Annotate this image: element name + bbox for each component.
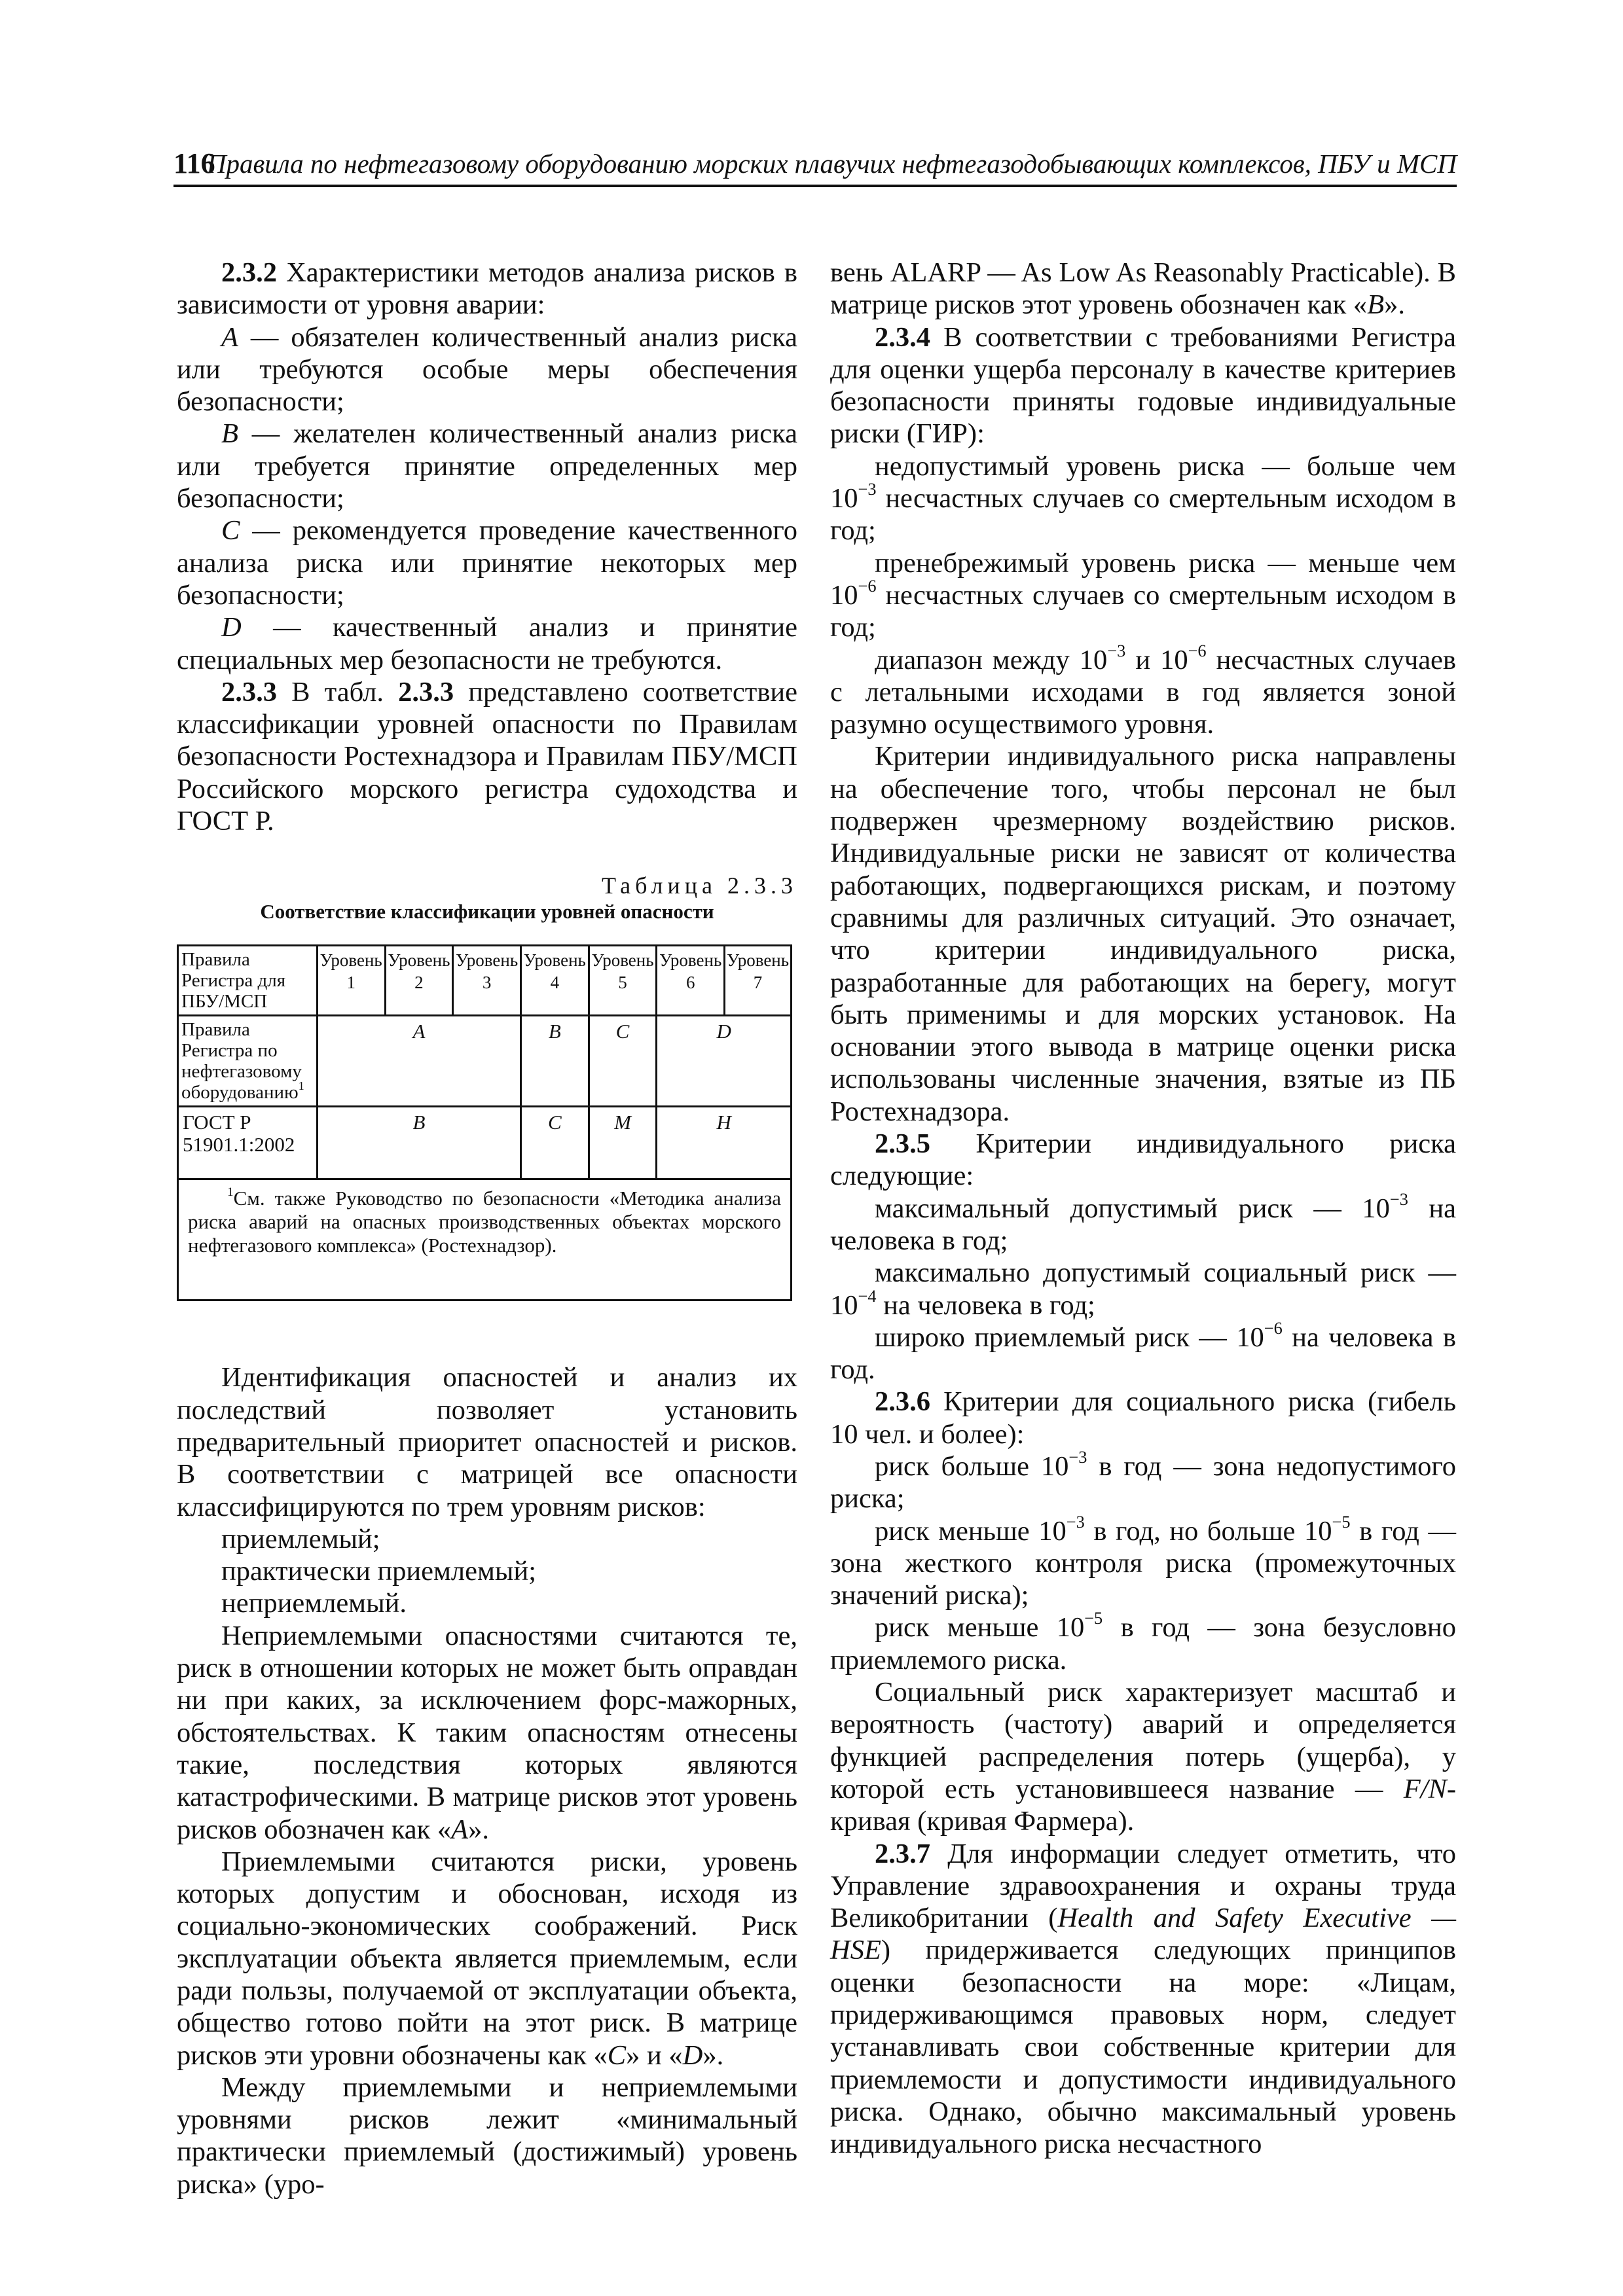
right-column xyxy=(830,257,1456,2161)
section-number: 2.3.2 xyxy=(221,257,277,288)
level-7-cell: Уровень 7 xyxy=(725,946,792,1016)
paragraph-2-3-5: 2.3.5 Критерии индивидуального риска следующие: xyxy=(830,1128,1456,1192)
list-item: практически приемлемый; xyxy=(221,1556,537,1587)
paragraph-2-3-6: 2.3.6 Критерии для социального риска (гибель 10 чел. и более): xyxy=(830,1386,1456,1450)
row-head-registry-pbu: Правила Регистра для ПБУ/МСП xyxy=(178,946,318,1016)
criterion-unacceptable: недопустимый уровень риска — больше чем $10^{-3}$ несчастных случаев со смертельным исходом в год; xyxy=(830,450,1456,547)
section-number: 2.3.5 xyxy=(875,1128,930,1160)
table-footnote: $^1$См. также Руководство по безопасности «Методика анализа риска аварий на опасных производственных объектах морского нефтегазового комплекса» (Ростехнадзор). xyxy=(178,1179,792,1300)
class-cell: H xyxy=(657,1107,792,1179)
social-criterion-3: риск меньше $10^{-5}$ в год — зона безусловно приемлемого риска. xyxy=(830,1609,1456,1676)
paragraph-2-3-2: 2.3.2 Характеристики методов анализа рисков в зависимости от уровня аварии: xyxy=(177,257,797,321)
class-cell: C xyxy=(589,1016,657,1107)
running-title: Правила по нефтегазовому оборудованию морских плавучих нефтегазодобывающих комплексов, ПБУ и МСП xyxy=(206,149,1457,179)
row-head-registry-oil-gas: Правила Регистра по нефтегазовому оборудованию$^1$ xyxy=(178,1016,318,1107)
hazard-classification-table xyxy=(177,944,792,1301)
paragraph-social-risk: Социальный риск характеризует масштаб и вероятность (частоту) аварий и определяется функцией распределения потерь (ущерба), у которой есть установившееся название — F/N-кривая (кривая Фармера). xyxy=(830,1677,1456,1837)
paragraph-identification: Идентификация опасностей и анализ их последствий позволяет установить предварительный приоритет опасностей и рисков. В соответствии с матрицей все опасности классифицируются по трем уровням рисков: xyxy=(177,1362,797,1522)
table-caption: Таблица 2.3.3 xyxy=(602,872,797,899)
class-cell: C xyxy=(520,1107,589,1179)
section-number: 2.3.6 xyxy=(875,1386,930,1418)
table-row xyxy=(178,946,792,1016)
criterion-broadly-acceptable: широко приемлемый риск — $10^{-6}$ на человека в год. xyxy=(830,1318,1456,1386)
table-row xyxy=(178,1016,792,1107)
level-1-cell: Уровень 1 xyxy=(317,946,385,1016)
section-number: 2.3.7 xyxy=(875,1838,930,1869)
paragraph-2-3-3: 2.3.3 В табл. 2.3.3 представлено соответствие классификации уровней опасности по Правилам безопасности Ростехнадзора и Правилам ПБУ/МСП Российского морского регистра судоходства и ГОСТ Р. xyxy=(177,676,798,837)
table-2-3-3 xyxy=(177,872,797,1301)
criterion-max-social-risk: максимально допустимый социальный риск — $10^{-4}$ на человека в год; xyxy=(830,1257,1456,1321)
list-item: приемлемый; xyxy=(221,1523,380,1554)
class-cell: D xyxy=(657,1016,792,1107)
section-number: 2.3.3 xyxy=(221,676,277,708)
paragraph-acceptable: Приемлемыми считаются риски, уровень которых допустим и обоснован, исходя из социально-экономических соображений. Риск эксплуатации объекта является приемлемым, если ради пользы, получаемой от эксплуатации объекта, общество готово пойти на этот риск. В матрице рисков эти уровни обозначены как «C» и «D». xyxy=(177,1846,797,2071)
list-item: неприемлемый. xyxy=(221,1588,407,1619)
table-row xyxy=(178,1107,792,1179)
left-column xyxy=(177,257,797,2200)
paragraph-2-3-4: 2.3.4 В соответствии с требованиями Регистра для оценки ущерба персоналу в качестве критериев безопасности приняты годовые индивидуальные риски (ГИР): xyxy=(830,321,1456,450)
level-4-cell: Уровень 4 xyxy=(520,946,589,1016)
level-5-cell: Уровень 5 xyxy=(589,946,657,1016)
section-number: 2.3.4 xyxy=(875,321,930,353)
paragraph-unacceptable: Неприемлемыми опасностями считаются те, риск в отношении которых не может быть оправдан ни при каких, за исключением форс-мажорных, обстоятельствах. К таким опасностям отнесены такие, последствия которых являются катастрофическими. В матрице рисков этот уровень рисков обозначен как «A». xyxy=(177,1620,797,1845)
class-cell: A xyxy=(317,1016,520,1107)
level-a-item: A — обязателен количественный анализ риска или требуются особые меры обеспечения безопасности; xyxy=(177,321,797,418)
class-cell: B xyxy=(520,1016,589,1107)
paragraph-2-3-7: 2.3.7 Для информации следует отметить, что Управление здравоохранения и охраны труда Великобритании (Health and Safety Executive — HSE) придерживается следующих принципов оценки безопасности на море: «Лицам, придерживающимся правовых норм, следует устанавливать свои собственные критерии для приемлемости и допустимости индивидуального риска. Однако, обычно максимальный уровень индивидуального риска несчастного xyxy=(830,1838,1456,2160)
class-cell: M xyxy=(589,1107,657,1179)
level-6-cell: Уровень 6 xyxy=(657,946,725,1016)
table-title: Соответствие классификации уровней опасности xyxy=(260,900,714,924)
social-criterion-2: риск меньше $10^{-3}$ в год, но больше $10^{-5}$ в год — зона жесткого контроля риска (промежуточных значений риска); xyxy=(830,1512,1456,1611)
level-2-cell: Уровень 2 xyxy=(385,946,453,1016)
criterion-range: диапазон между $10^{-3}$ и $10^{-6}$ несчастных случаев с летальными исходами в год является зоной разумно осуществимого уровня. xyxy=(830,641,1456,740)
page-number: 116 xyxy=(173,147,215,179)
table-reference: 2.3.3 xyxy=(398,676,454,708)
class-cell: B xyxy=(317,1107,520,1179)
page-header xyxy=(173,145,1457,187)
level-c-item: C — рекомендуется проведение качественного анализа риска или принятие некоторых мер безопасности; xyxy=(177,515,797,611)
social-criterion-1: риск больше $10^{-3}$ в год — зона недопустимого риска; xyxy=(830,1448,1456,1515)
level-3-cell: Уровень 3 xyxy=(453,946,521,1016)
table-row xyxy=(178,1179,792,1300)
level-b-item: B — желателен количественный анализ риска или требуется принятие определенных мер безопасности; xyxy=(177,418,797,514)
paragraph-alarp-start: Между приемлемыми и неприемлемыми уровнями рисков лежит «минимальный практически приемлемый (достижимый) уровень риска» (уро- xyxy=(177,2072,797,2200)
level-d-item: D — качественный анализ и принятие специальных мер безопасности не требуются. xyxy=(177,612,797,675)
row-head-gost: ГОСТ Р 51901.1:2002 xyxy=(178,1107,318,1179)
criterion-negligible: пренебрежимый уровень риска — меньше чем $10^{-6}$ несчастных случаев со смертельным исходом в год; xyxy=(830,547,1456,643)
paragraph-individual-risk: Критерии индивидуального риска направлены на обеспечение того, чтобы персонал не был подвержен чрезмерному воздействию рисков. Индивидуальные риски не зависят от количества работающих, подвергающихся рискам, и поэтому сравнимы для различных ситуаций. Это означает, что критерии индивидуального риска, разработанные для работающих на берегу, могут быть применимы и для морских установок. На основании этого вывода в матрице оценки риска использованы численные значения, взятые из ПБ Ростехнадзора. xyxy=(830,741,1456,1127)
paragraph-alarp-end: вень ALARP — As Low As Reasonably Practicable). В матрице рисков этот уровень обозначен как «B». xyxy=(830,257,1456,321)
criterion-max-risk: максимальный допустимый риск — $10^{-3}$ на человека в год; xyxy=(830,1189,1457,1256)
